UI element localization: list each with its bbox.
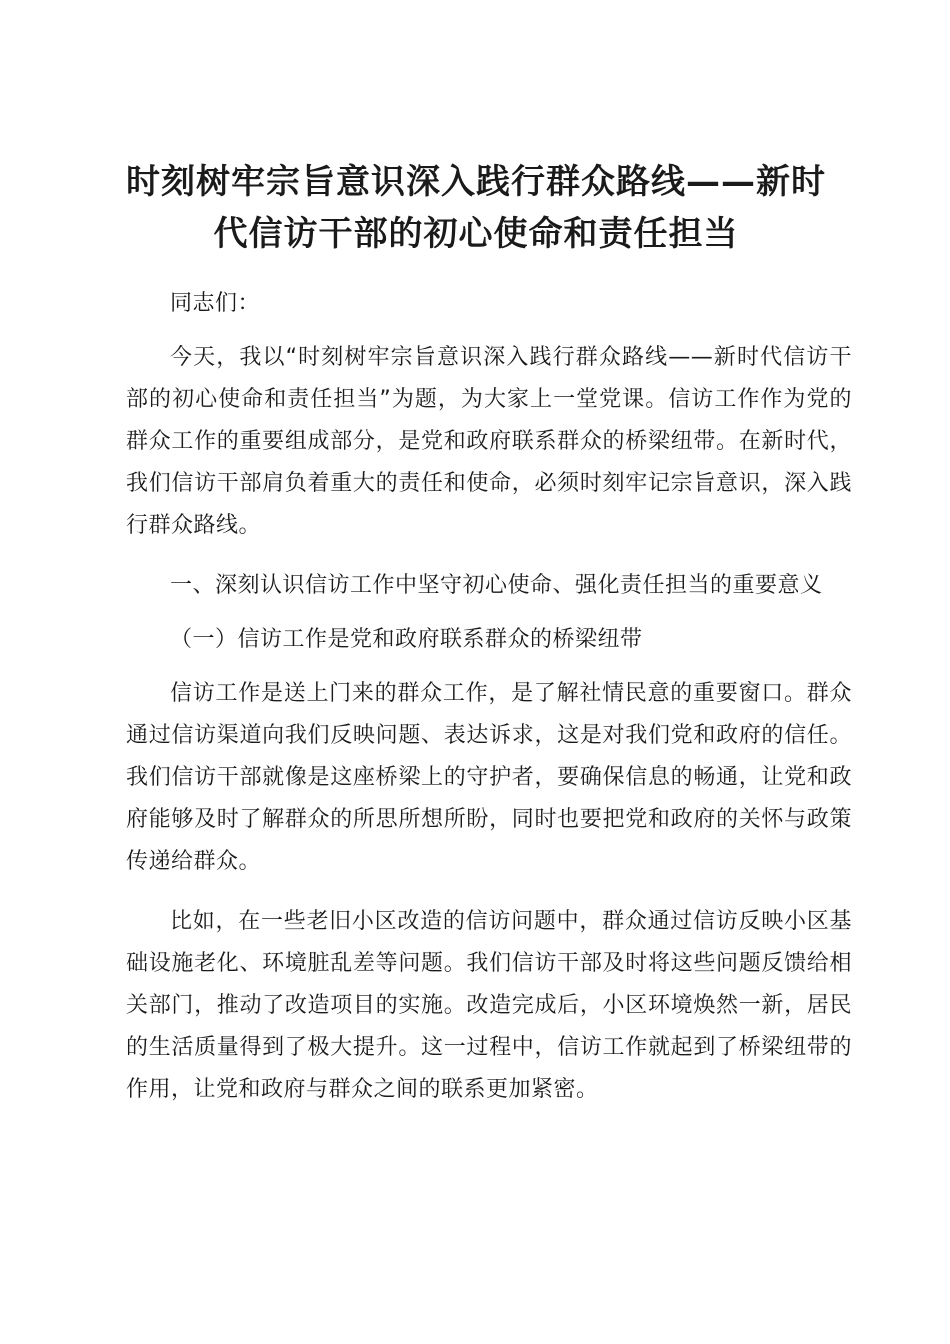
- paragraph-example: 比如，在一些老旧小区改造的信访问题中，群众通过信访反映小区基础设施老化、环境脏乱差等问题。我们信访干部及时将这些问题反馈给相关部门，推动了改造项目的实施。改造完成后，小区环境焕然一新，居民的生活质量得到了极大提升。这一过程中，信访工作就起到了桥梁纽带的作用，让党和政府与群众之间的联系更加紧密。: [126, 909, 852, 1102]
- section-heading: 一、深刻认识信访工作中坚守初心使命、强化责任担当的重要意义: [170, 573, 823, 598]
- document-title: 时刻树牢宗旨意识深入践行群众路线——新时代信访干部的初心使命和责任担当: [126, 162, 826, 254]
- paragraph-intro: 今天，我以“时刻树牢宗旨意识深入践行群众路线——新时代信访干部的初心使命和责任担当”为题，为大家上一堂党课。信访工作作为党的群众工作的重要组成部分，是党和政府联系群众的桥梁纽带。在新时代，我们信访干部肩负着重大的责任和使命，必须时刻牢记宗旨意识，深入践行群众路线。: [126, 345, 852, 538]
- document-body: [126, 283, 852, 1129]
- salutation: 同志们：: [170, 291, 261, 316]
- paragraph-bridge: 信访工作是送上门来的群众工作，是了解社情民意的重要窗口。群众通过信访渠道向我们反映问题、表达诉求，这是对我们党和政府的信任。我们信访干部就像是这座桥梁上的守护者，要确保信息的畅通，让党和政府能够及时了解群众的所思所想所盼，同时也要把党和政府的关怀与政策传递给群众。: [126, 681, 852, 874]
- subsection-heading: （一）信访工作是党和政府联系群众的桥梁纽带: [170, 627, 643, 652]
